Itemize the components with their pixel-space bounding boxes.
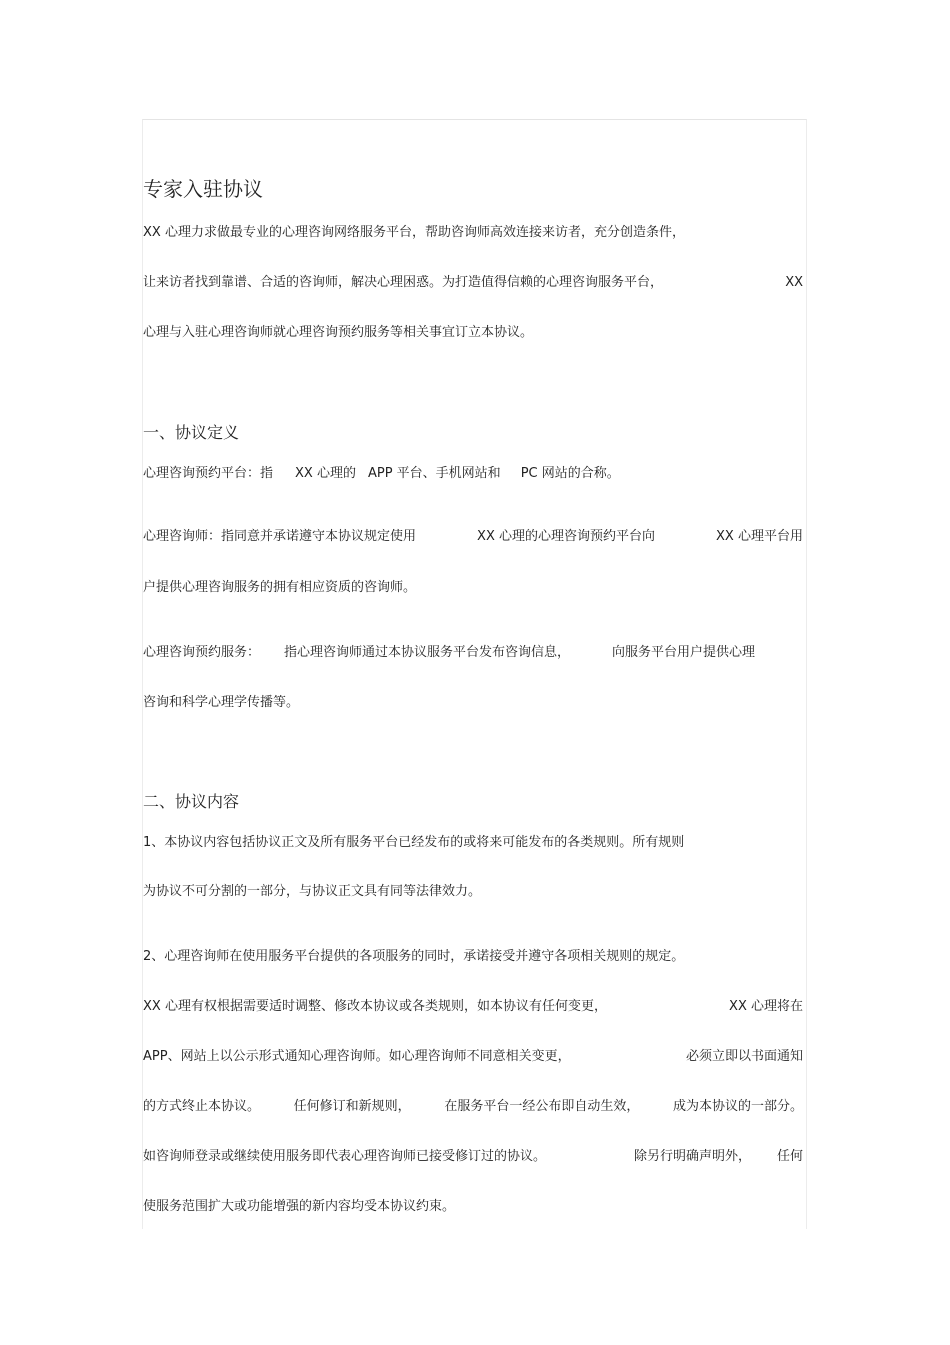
intro-line-2-text: 让来访者找到靠谱、合适的咨询师，解决心理困惑。为打造值得信赖的心理咨询服务平台， (143, 275, 664, 290)
clause-2-part: 任何修订和新规则， (293, 1099, 411, 1114)
definition-platform-part: PC 网站的合称。 (520, 466, 620, 481)
definition-service-part: 向服务平台用户提供心理 (612, 645, 756, 660)
definition-service-part: 指心理咨询师通过本协议服务平台发布咨询信息， (284, 645, 571, 660)
intro-line-2-xx: XX (785, 275, 803, 290)
clause-2-line-6: 使服务范围扩大或功能增强的新内容均受本协议约束。 (143, 1199, 456, 1214)
definition-service-line-1 (143, 645, 803, 661)
definition-service-part: 心理咨询预约服务： (143, 645, 261, 660)
intro-line-2 (143, 275, 803, 291)
definition-platform-part: 心理咨询预约平台：指 (143, 466, 274, 481)
clause-2-line-1: 2、心理咨询师在使用服务平台提供的各项服务的同时，承诺接受并遵守各项相关规则的规定。 (143, 949, 685, 964)
clause-2-part: XX 心理将在 (729, 999, 803, 1014)
clause-2-line-2 (143, 999, 803, 1015)
clause-2-part: 如咨询师登录或继续使用服务即代表心理咨询师已接受修订过的协议。 (143, 1149, 547, 1164)
clause-2-part: APP、网站上以公示形式通知心理咨询师。如心理咨询师不同意相关变更， (143, 1049, 571, 1064)
clause-2-part: 必须立即以书面通知 (685, 1049, 803, 1064)
clause-2-line-4 (143, 1099, 803, 1115)
definition-service-line-2: 咨询和科学心理学传播等。 (143, 695, 300, 710)
section-1-heading: 一、协议定义 (143, 423, 240, 442)
definition-platform-part: APP 平台、手机网站和 (367, 466, 501, 481)
definition-counselor-line-1 (143, 529, 803, 545)
definition-counselor-part: XX 心理平台用 (716, 529, 803, 544)
clause-2-part: 在服务平台一经公布即自动生效， (444, 1099, 640, 1114)
clause-2-part: XX 心理有权根据需要适时调整、修改本协议或各类规则，如本协议有任何变更， (143, 999, 607, 1014)
definition-counselor-part: XX 心理的心理咨询预约平台向 (477, 529, 655, 544)
definition-counselor-part: 心理咨询师：指同意并承诺遵守本协议规定使用 (143, 529, 417, 544)
clause-1-line-1: 1、本协议内容包括协议正文及所有服务平台已经发布的或将来可能发布的各类规则。所有规则 (143, 835, 685, 850)
clause-2-part: 的方式终止本协议。 (143, 1099, 261, 1114)
clause-2-part: 任何 (776, 1149, 803, 1164)
clause-2-part: 除另行明确声明外， (633, 1149, 751, 1164)
clause-2-line-5 (143, 1149, 803, 1165)
definition-platform-part: XX 心理的 (295, 466, 356, 481)
clause-2-line-3 (143, 1049, 803, 1065)
clause-1-line-2: 为协议不可分割的一部分，与协议正文具有同等法律效力。 (143, 884, 482, 899)
definition-platform (143, 466, 803, 482)
clause-2-part: 成为本协议的一部分。 (672, 1099, 803, 1114)
document-title: 专家入驻协议 (143, 177, 263, 201)
section-2-heading: 二、协议内容 (143, 792, 240, 811)
intro-line-1: XX 心理力求做最专业的心理咨询网络服务平台，帮助咨询师高效连接来访者，充分创造条件， (143, 225, 685, 240)
definition-counselor-line-2: 户提供心理咨询服务的拥有相应资质的咨询师。 (143, 580, 417, 595)
intro-line-3: 心理与入驻心理咨询师就心理咨询预约服务等相关事宜订立本协议。 (143, 325, 534, 340)
